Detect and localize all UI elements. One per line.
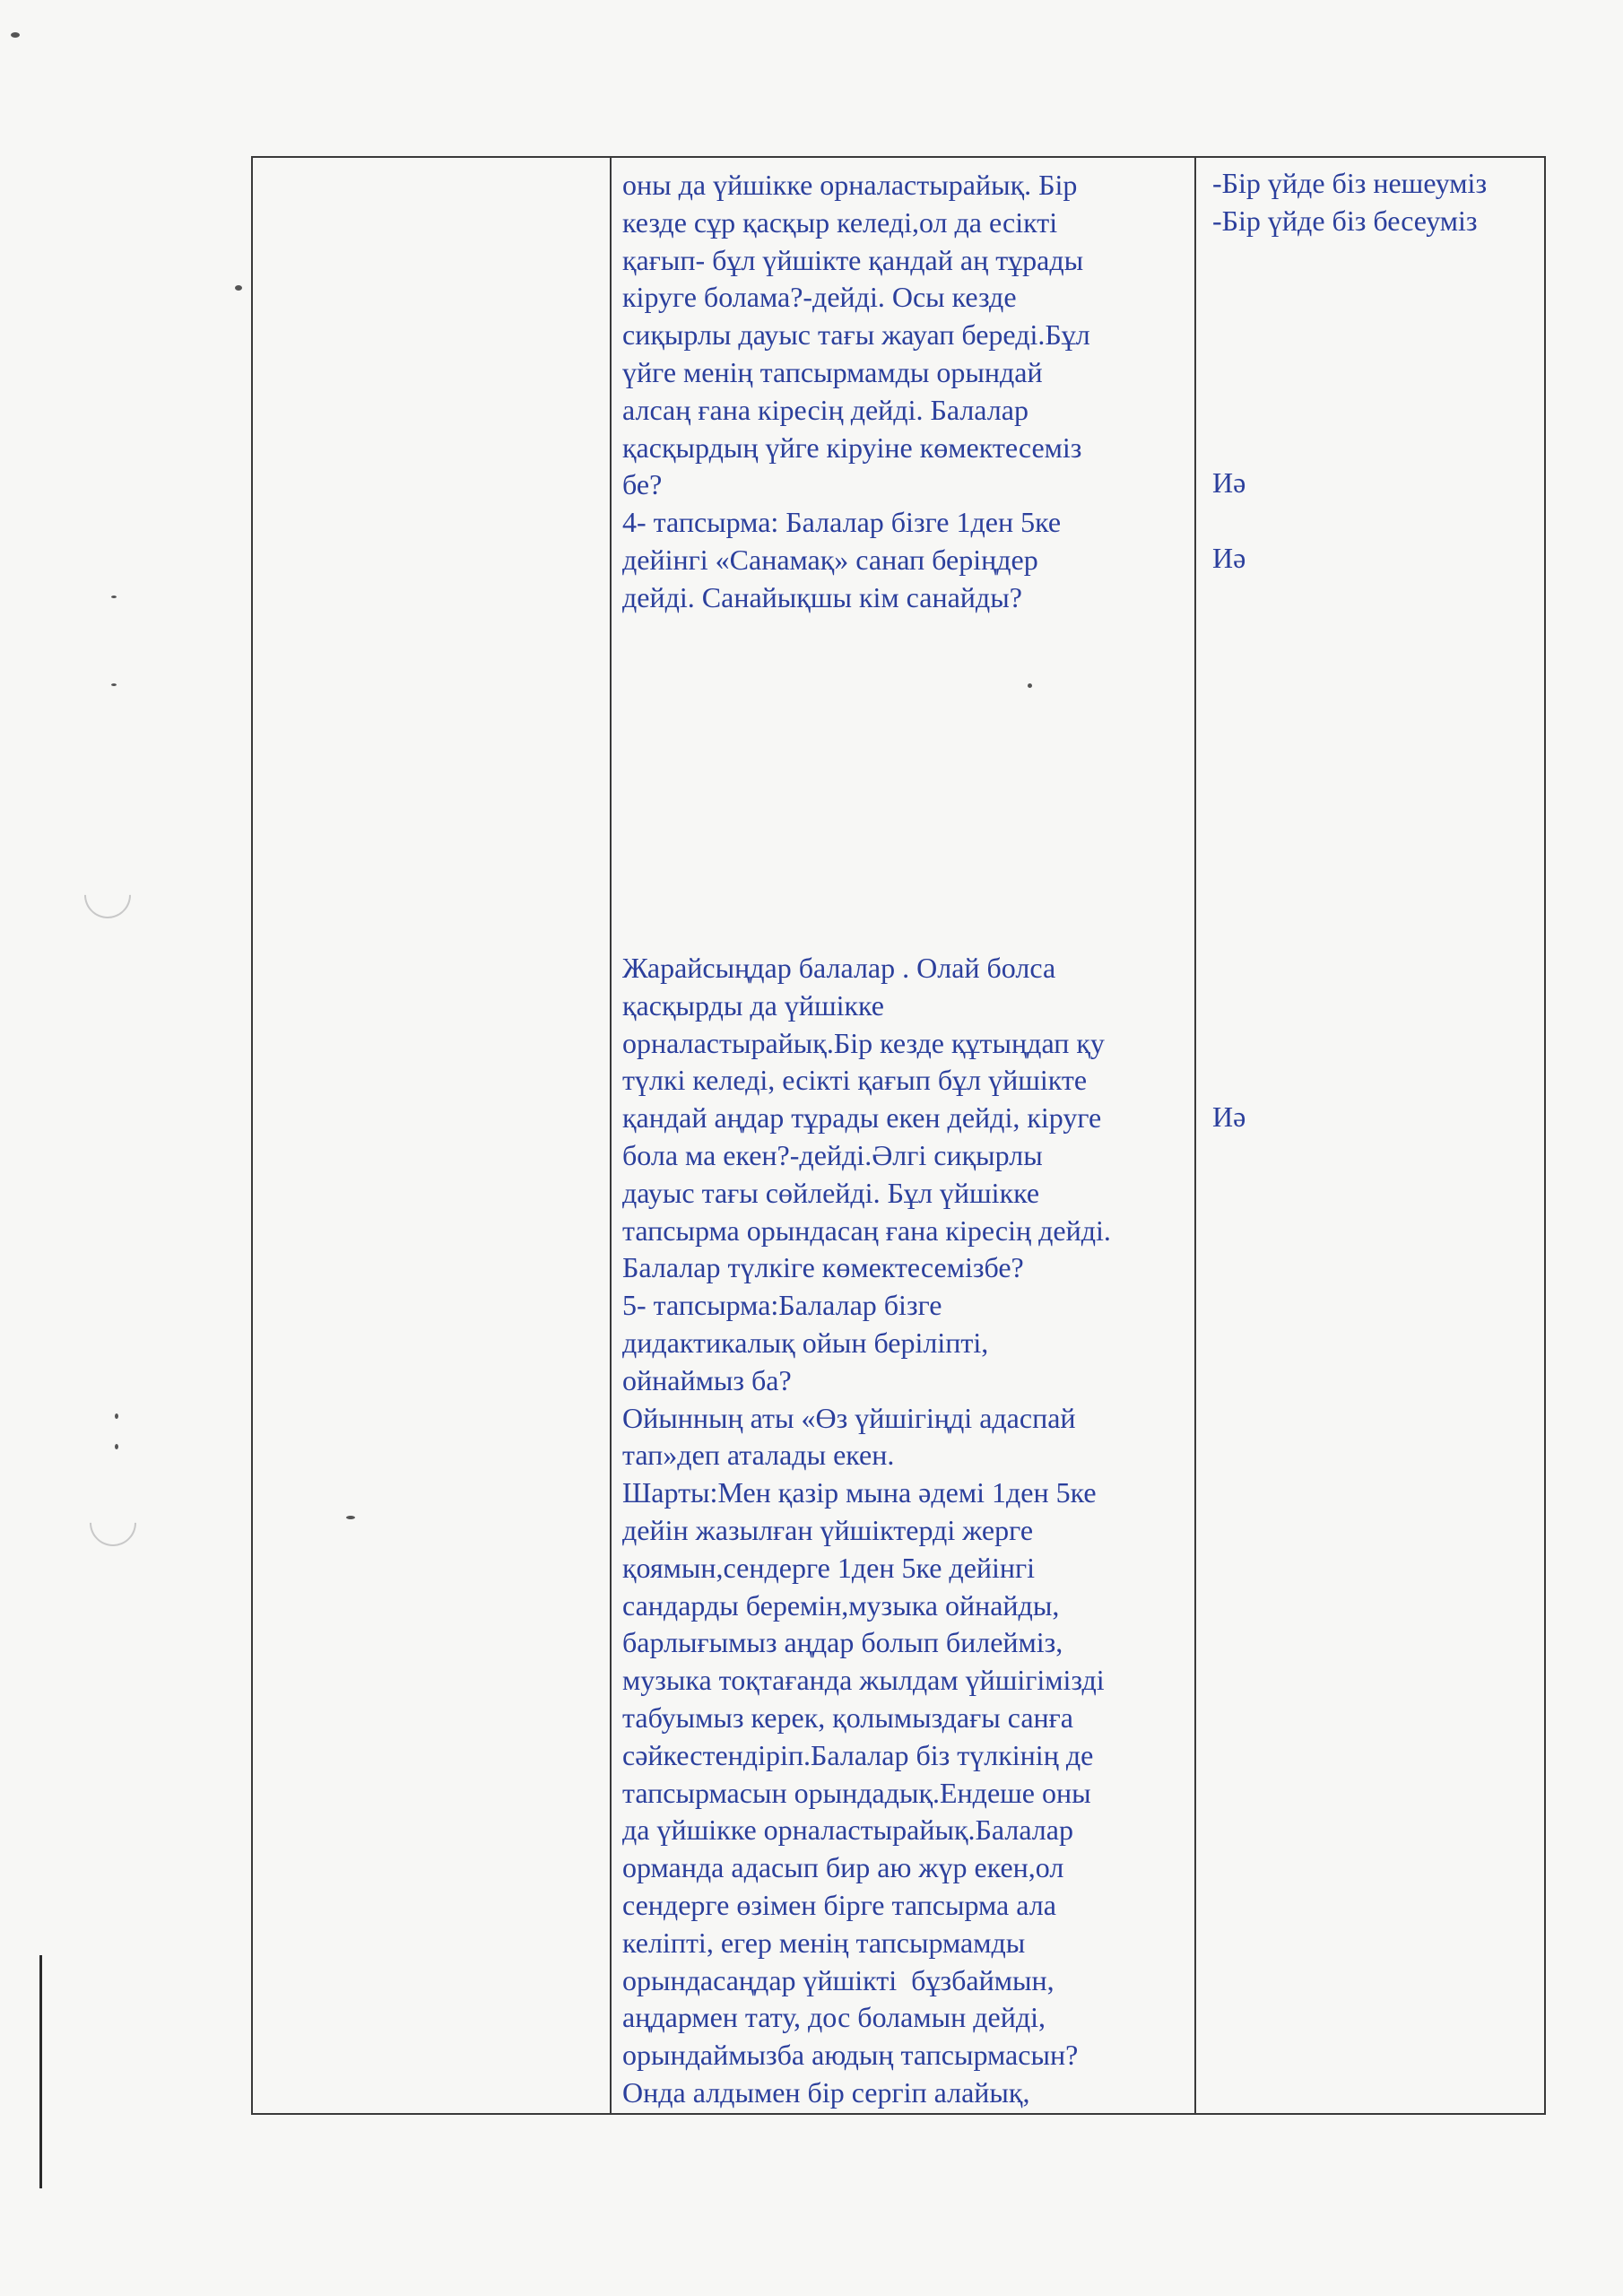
text-line: кезде сұр қасқыр келеді,ол да есікті <box>622 205 1058 239</box>
punch-hole-shadow <box>74 862 141 928</box>
text-line: түлкі келеді, есікті қағып бұл үйшікте <box>622 1064 1088 1097</box>
text-line: орындасаңдар үйшікті бұзбаймын, <box>622 1963 1055 1996</box>
column-divider <box>610 158 612 2113</box>
text-line: музыка тоқтағанда жылдам үйшігімізді <box>622 1664 1105 1697</box>
scan-speck <box>115 1413 118 1419</box>
child-response-line-1: -Бір үйде біз нешеуміз <box>1212 167 1488 199</box>
text-line: дейін жазылған үйшіктерді жерге <box>622 1513 1034 1546</box>
text-line: қасқырдың үйге кіруіне көмектесеміз <box>622 430 1082 464</box>
scan-left-edge-shadow <box>39 1955 42 2188</box>
teacher-activity-text-block-2 <box>622 950 1196 2112</box>
text-line: орналастырайық.Бір кезде құтыңдап қу <box>622 1026 1105 1059</box>
text-line: сандарды беремін,музыка ойнайды, <box>622 1588 1060 1622</box>
text-line: бола ма екен?-дейді.Әлгі сиқырлы <box>622 1138 1043 1171</box>
text-line: ойнаймыз ба? <box>622 1363 792 1396</box>
child-response-answer-2: Иә <box>1212 542 1246 574</box>
text-line: тапсырмасын орындадық.Ендеше оны <box>622 1776 1091 1809</box>
text-line: орындаймызба аюдың тапсырмасын? <box>622 2039 1079 2072</box>
text-line: тап»деп аталады екен. <box>622 1439 895 1472</box>
text-line: бе? <box>622 468 663 501</box>
text-line: Онда алдымен бір сергіп алайық, <box>622 2075 1030 2109</box>
text-line: сиқырлы дауыс тағы жауап береді.Бұл <box>622 318 1090 352</box>
text-line: қандай аңдар тұрады екен дейді, кіруге <box>622 1101 1102 1135</box>
scan-speck <box>111 683 117 686</box>
text-line: Шарты:Мен қазір мына әдемі 1ден 5ке <box>622 1476 1097 1509</box>
teacher-activity-text-block-1 <box>622 167 1196 617</box>
text-line: дауыс тағы сөйлейді. Бұл үйшікке <box>622 1176 1040 1209</box>
punch-hole-shadow <box>80 1490 146 1556</box>
text-line: қағып- бұл үйшікте қандай аң тұрады <box>622 243 1084 276</box>
child-response-line-2: -Бір үйде біз бесеуміз <box>1212 204 1478 237</box>
text-line: табуымыз керек, қолымыздағы санға <box>622 1700 1073 1734</box>
text-line: сендерге өзімен бірге тапсырма ала <box>622 1888 1056 1921</box>
text-line: қасқырды да үйшікке <box>622 988 884 1022</box>
text-line: орманда адасып бир аю жүр екен,ол <box>622 1851 1064 1884</box>
text-line: алсаң ғана кіресің дейді. Балалар <box>622 393 1028 426</box>
text-line: дейінгі «Санамақ» санап беріңдер <box>622 543 1038 576</box>
text-line: 4- тапсырма: Балалар бізге 1ден 5ке <box>622 506 1062 539</box>
text-line: кіруге болама?-дейді. Осы кезде <box>622 281 1017 314</box>
text-line: сәйкестендіріп.Балалар біз түлкінің де <box>622 1738 1094 1771</box>
text-line: дейді. Санайықшы кім санайды? <box>622 580 1022 613</box>
text-line: 5- тапсырма:Балалар бізге <box>622 1289 942 1322</box>
text-line: Жарайсыңдар балалар . Олай болса <box>622 952 1056 984</box>
child-response-answer-1: Иә <box>1212 466 1246 499</box>
scan-speck <box>111 596 117 598</box>
scan-speck <box>11 32 20 38</box>
text-line: дидактикалық ойын беріліпті, <box>622 1326 989 1359</box>
scan-speck <box>115 1444 118 1449</box>
text-line: келіпті, егер менің тапсырмамды <box>622 1926 1026 1959</box>
text-line: үйге менің тапсырмамды орындай <box>622 355 1043 388</box>
text-line: Балалар түлкіге көмектесемізбе? <box>622 1251 1024 1284</box>
text-line: да үйшікке орналастырайық.Балалар <box>622 1813 1073 1847</box>
text-line: қоямын,сендерге 1ден 5ке дейінгі <box>622 1551 1036 1584</box>
text-line: Ойынның аты «Өз үйшігіңді адаспай <box>622 1401 1076 1434</box>
text-line: тапсырма орындасаң ғана кіресің дейді. <box>622 1213 1111 1247</box>
child-response-answer-3: Иә <box>1212 1100 1246 1133</box>
text-line: барлығымыз аңдар болып билейміз, <box>622 1626 1063 1659</box>
text-line: аңдармен тату, дос боламын дейді, <box>622 2001 1046 2034</box>
scan-speck <box>235 285 242 291</box>
text-line: оны да үйшікке орналастырайық. Бір <box>622 169 1078 201</box>
